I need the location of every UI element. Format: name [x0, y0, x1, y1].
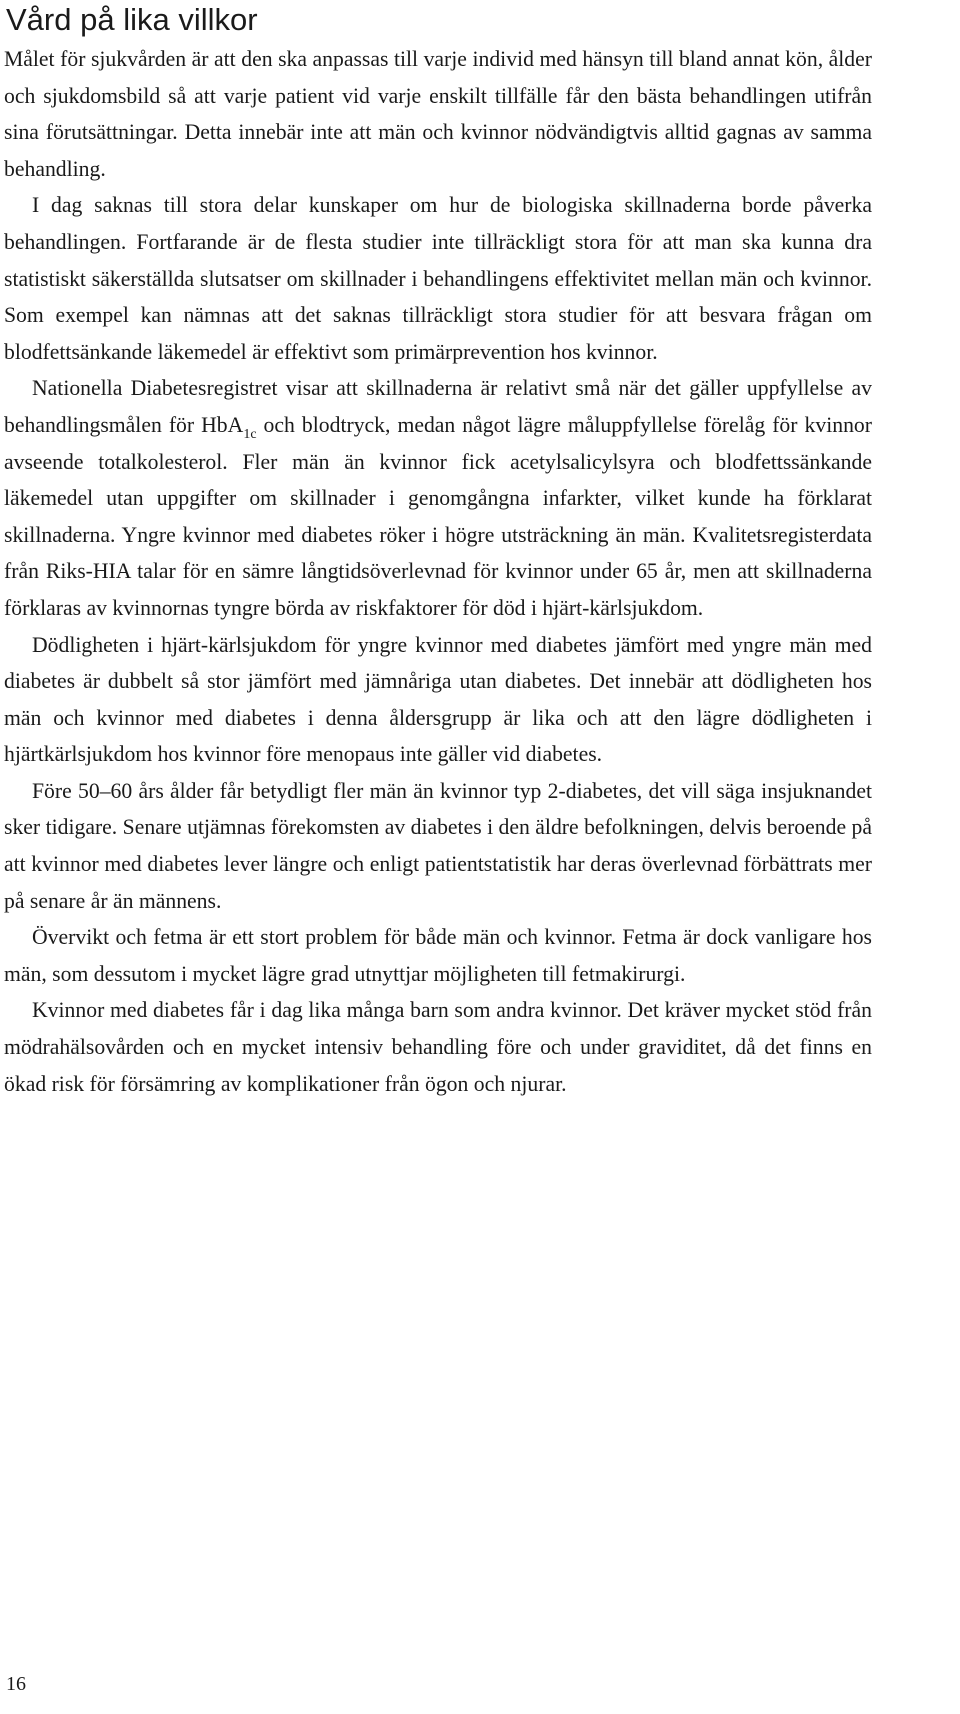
body-text: [4, 41, 872, 1102]
hba-subscript: 1c: [243, 426, 257, 442]
paragraph-3-start: Nationella Diabetesregistret visar att skillnaderna är relativt små när det gäller uppfyllelse av behandlingsmålen för: [4, 376, 872, 437]
paragraph-1: Målet för sjukvården är att den ska anpassas till varje individ med hänsyn till bland annat kön, ålder och sjukdomsbild så att varje patient vid varje enskilt tillfälle får den bästa behandlingen utifrån sina förutsättningar. Detta innebär inte att män och kvinnor nödvändigtvis alltid gagnas av samma behandling.: [4, 47, 872, 181]
paragraph-3-end: och blodtryck, medan något lägre måluppfyllelse förelåg för kvinnor avseende totalkolesterol. Fler män än kvinnor fick acetylsalicylsyra och blodfettssänkande läkemedel utan uppgifter om skillnader i genomgångna infarkter, vilket kunde ha förklarat skillnaderna. Yngre kvinnor med diabetes röker i högre utsträckning än män. Kvalitetsregisterdata från Riks-HIA talar för en sämre långtidsöverlevnad för kvinnor under 65 år, men att skillnaderna förklaras av kvinnornas tyngre börda av riskfaktorer för död i hjärt-kärlsjukdom.: [4, 412, 872, 620]
paragraph-7: Kvinnor med diabetes får i dag lika många barn som andra kvinnor. Det kräver mycket stöd från mödrahälsovården och en mycket intensiv behandling före och under graviditet, då det finns en ökad risk för försämring av komplikationer från ögon och njurar.: [4, 998, 872, 1096]
paragraph-4: Dödligheten i hjärt-kärlsjukdom för yngre kvinnor med diabetes jämfört med yngre män med diabetes är dubbelt så stor jämfört med jämnåriga utan diabetes. Det innebär att dödligheten hos män och kvinnor med diabetes i denna åldersgrupp är lika och att den lägre dödligheten i hjärtkärlsjukdom hos kvinnor före menopaus inte gäller vid diabetes.: [4, 632, 872, 767]
page-number: 16: [6, 1673, 26, 1695]
paragraph-2: I dag saknas till stora delar kunskaper om hur de biologiska skillnaderna borde påverka behandlingen. Fortfarande är de flesta studier inte tillräckligt stora för att man ska kunna dra statistiskt säkerställda slutsatser om skillnader i behandlingens effektivitet mellan män och kvinnor. Som exempel kan nämnas att det saknas tillräckligt stora studier för att besvara frågan om blodfettsänkande läkemedel är effektivt som primärprevention hos kvinnor.: [4, 193, 872, 364]
paragraph-6: Övervikt och fetma är ett stort problem för både män och kvinnor. Fetma är dock vanligare hos män, som dessutom i mycket lägre grad utnyttjar möjligheten till fetmakirurgi.: [4, 925, 872, 986]
paragraph-5: Före 50–60 års ålder får betydligt fler män än kvinnor typ 2-diabetes, det vill säga insjuknandet sker tidigare. Senare utjämnas förekomsten av diabetes i den äldre befolkningen, delvis beroende på att kvinnor med diabetes lever längre och enligt patientstatistik har deras överlevnad förbättrats mer på senare år än männens.: [4, 778, 872, 913]
hba1c-term: [201, 412, 257, 442]
paragraph-3: [4, 370, 872, 626]
page-title: Vård på lika villkor: [6, 2, 258, 37]
hba-text: HbA: [201, 412, 244, 437]
